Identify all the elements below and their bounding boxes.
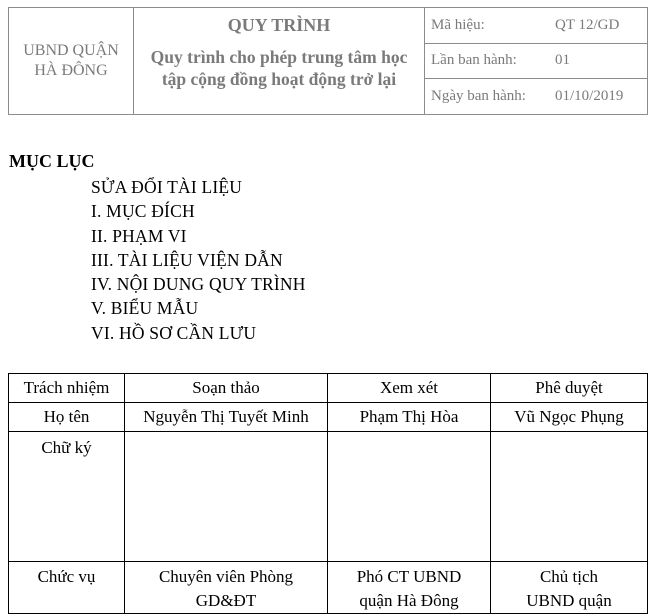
- issue-date-label: Ngày ban hành:: [425, 79, 550, 115]
- toc-item: II. PHẠM VI: [91, 225, 187, 246]
- reviewer-position-line-1: Phó CT UBND: [356, 567, 462, 586]
- organization-line-1: UBND QUẬN: [23, 42, 119, 59]
- toc-title: MỤC LỤC: [9, 151, 95, 171]
- document-header: [8, 7, 648, 115]
- organization-name: [9, 8, 134, 115]
- drafter-signature-cell: [125, 432, 328, 562]
- toc-item: III. TÀI LIỆU VIỆN DẪN: [91, 249, 283, 270]
- header-responsibility: Trách nhiệm: [9, 374, 125, 403]
- document-title: Quy trình cho phép trung tâm học tập cộng đồng hoạt động trở lại: [150, 47, 408, 89]
- reviewer-name: Phạm Thị Hòa: [328, 403, 491, 432]
- table-row-names: [9, 403, 648, 432]
- name-label: Họ tên: [9, 403, 125, 432]
- doc-code-label: Mã hiệu:: [425, 8, 550, 44]
- approver-signature-cell: [491, 432, 648, 562]
- reviewer-position-line-2: quận Hà Đông: [359, 591, 459, 610]
- toc-item: SỬA ĐỔI TÀI LIỆU: [91, 177, 243, 197]
- toc-item: VI. HỒ SƠ CẦN LƯU: [91, 322, 257, 343]
- doc-code-value: QT 12/GD: [549, 8, 648, 44]
- table-row-signatures: [9, 432, 648, 562]
- drafter-position-line-2: GD&ĐT: [195, 591, 257, 610]
- header-approved: Phê duyệt: [491, 374, 648, 403]
- signature-label: Chữ ký: [9, 432, 125, 562]
- reviewer-position-cell: [328, 562, 491, 614]
- reviewer-signature-cell: [328, 432, 491, 562]
- approval-table: [8, 373, 648, 614]
- header-reviewed: Xem xét: [328, 374, 491, 403]
- drafter-name: Nguyễn Thị Tuyết Minh: [125, 403, 328, 432]
- table-header-row: [9, 374, 648, 403]
- toc-item: IV. NỘI DUNG QUY TRÌNH: [91, 274, 306, 295]
- header-drafted: Soạn thảo: [125, 374, 328, 403]
- toc-item: V. BIỂU MẪU: [91, 298, 199, 319]
- table-row-positions: [9, 562, 648, 614]
- issue-number-label: Lần ban hành:: [425, 43, 550, 79]
- issue-number-value: 01: [549, 43, 648, 79]
- drafter-position-line-1: Chuyên viên Phòng: [158, 567, 294, 586]
- organization-line-2: HÀ ĐÔNG: [34, 62, 108, 79]
- drafter-position-cell: [125, 562, 328, 614]
- approver-name: Vũ Ngọc Phụng: [491, 403, 648, 432]
- position-label-cell: [9, 562, 125, 614]
- table-of-contents: [91, 175, 306, 345]
- toc-item: I. MỤC ĐÍCH: [91, 201, 195, 222]
- approver-position-line-2: UBND quận: [526, 591, 612, 610]
- approver-position-cell: [491, 562, 648, 614]
- position-label: Chức vụ: [37, 567, 96, 586]
- document-title-block: [134, 8, 425, 115]
- document-type: QUY TRÌNH: [227, 15, 331, 35]
- issue-date-value: 01/10/2019: [549, 79, 648, 115]
- approver-position-line-1: Chủ tịch: [539, 567, 599, 586]
